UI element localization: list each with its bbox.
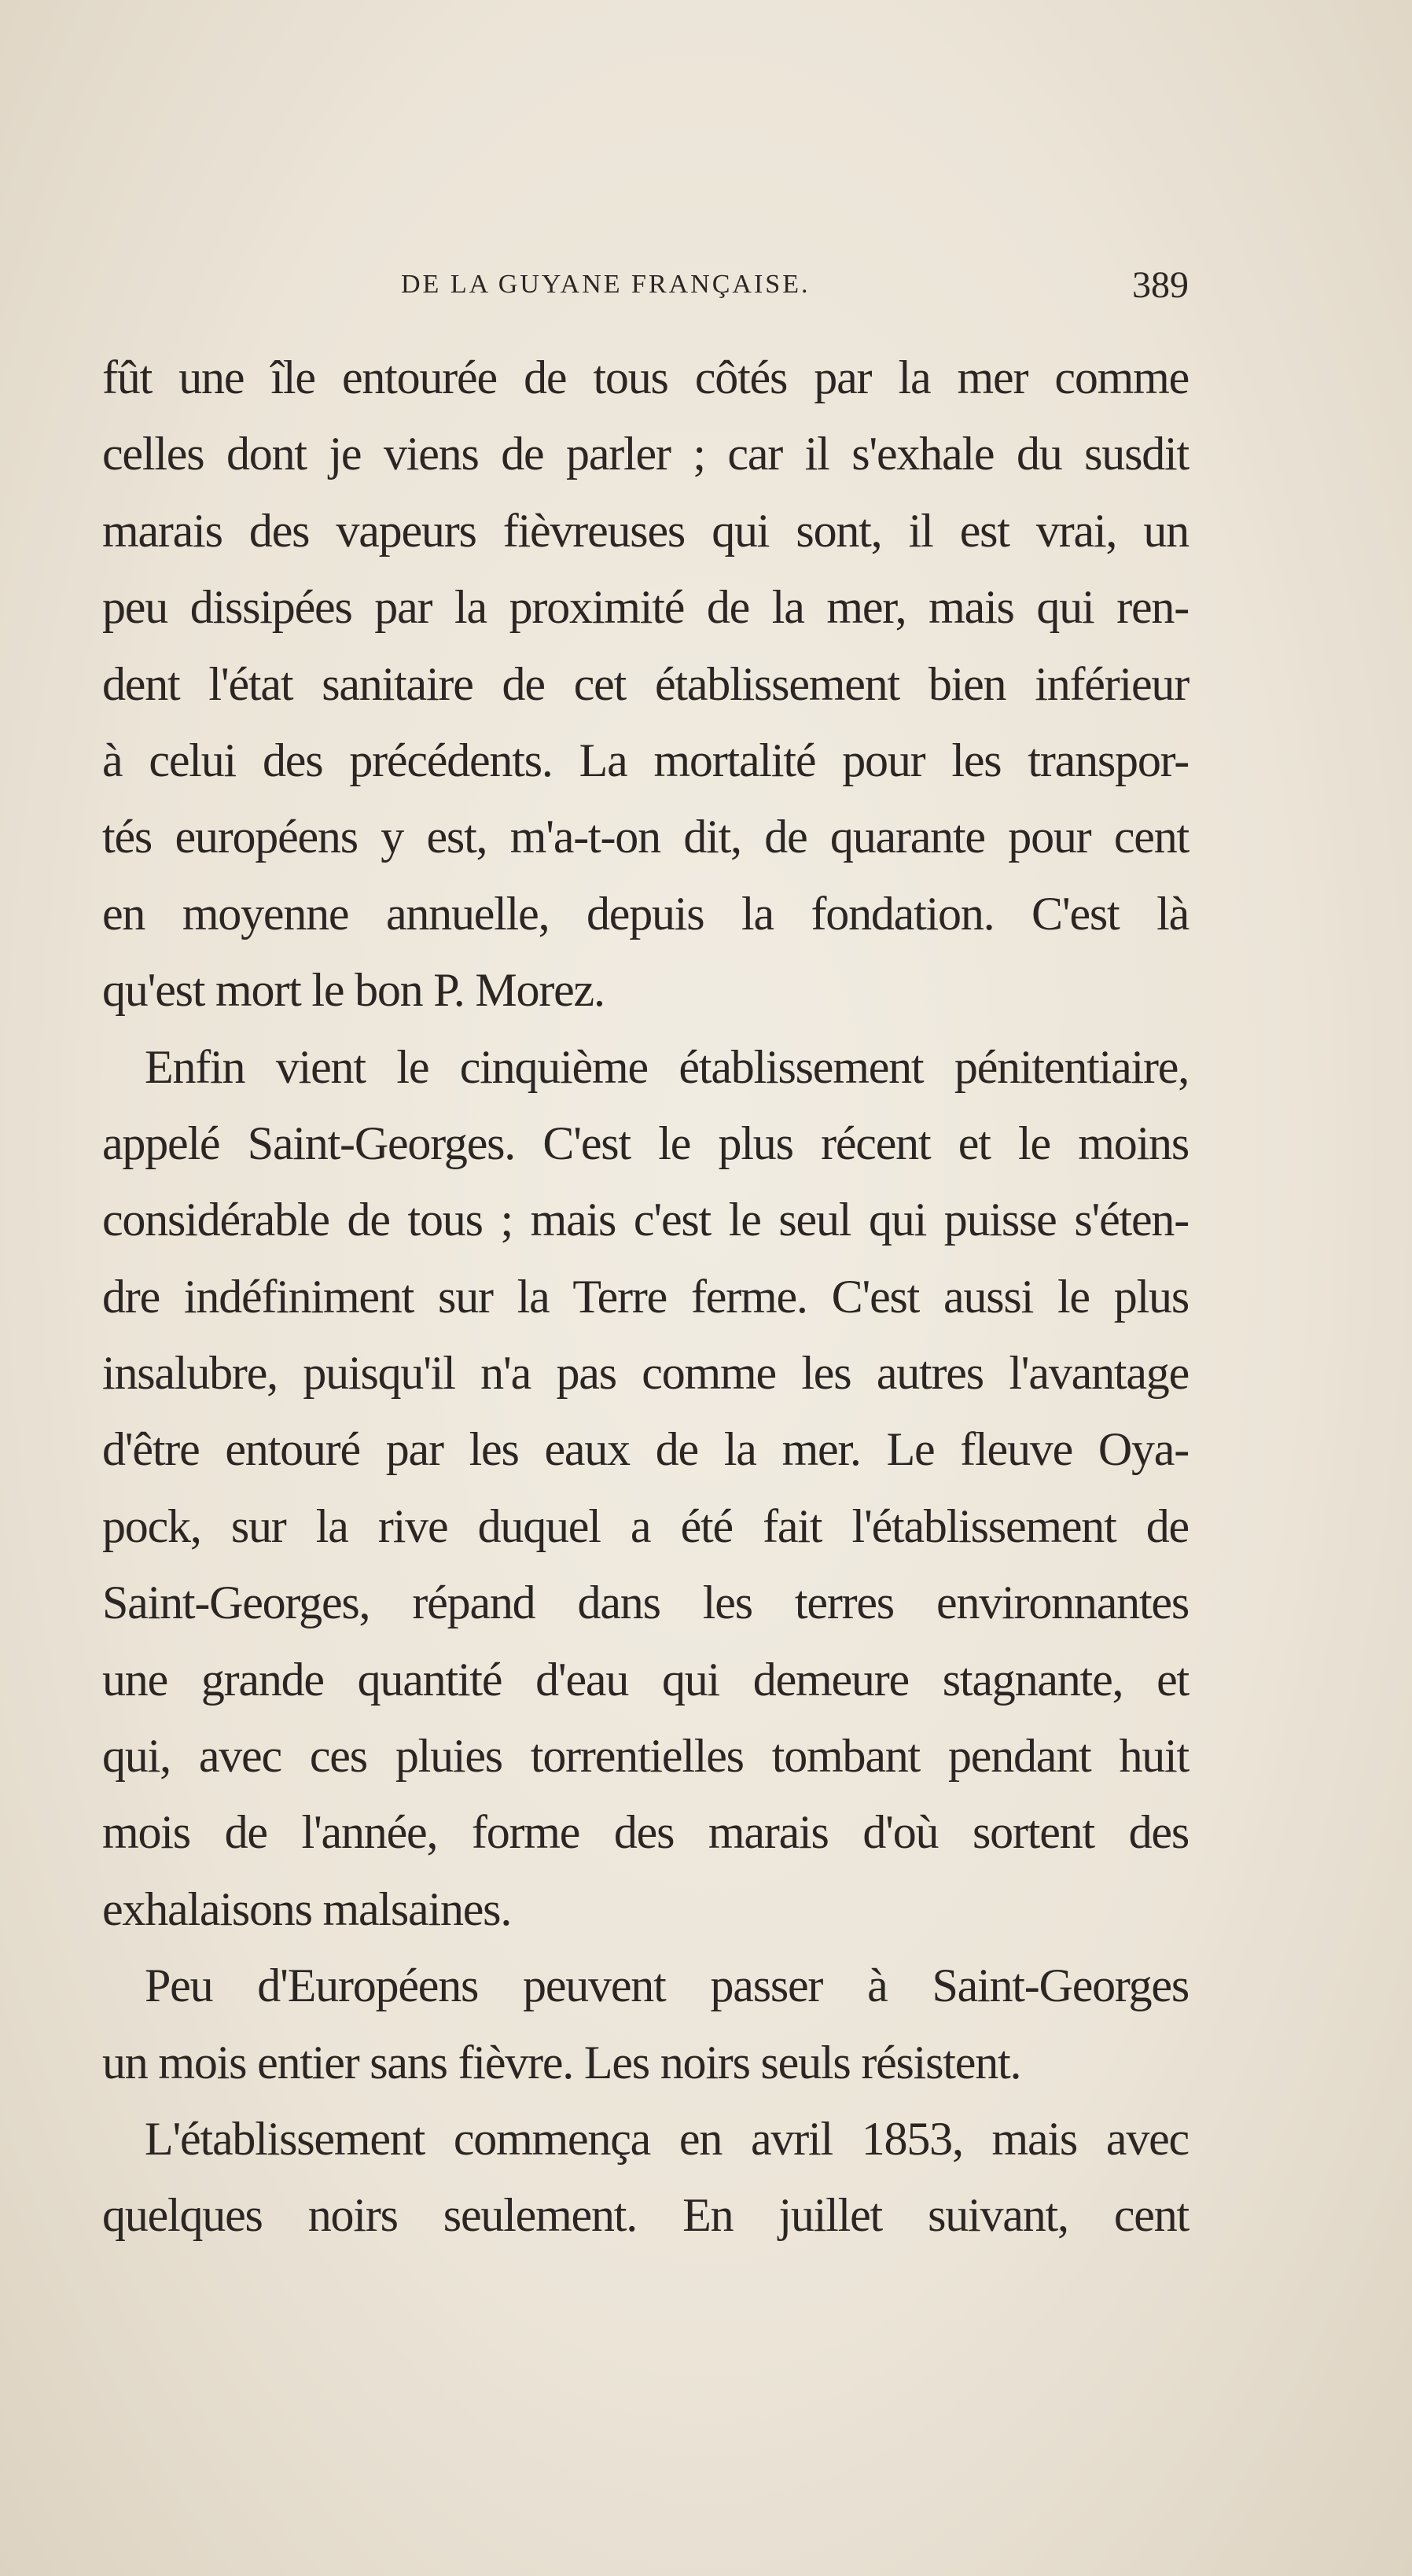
text-line: une grande quantité d'eau qui demeure stagnante, et (102, 1653, 1189, 1706)
text-line: quelques noirs seulement. En juillet suivant, cent (102, 2189, 1189, 2242)
text-line: qui, avec ces pluies torrentielles tombant pendant huit (102, 1730, 1189, 1783)
text-line: dent l'état sanitaire de cet établissement bien inférieur (102, 657, 1189, 710)
text-line: Saint-Georges, répand dans les terres environnantes (102, 1577, 1189, 1629)
text-line: L'établissement commença en avril 1853, mais avec (145, 2112, 1189, 2165)
running-head (102, 263, 1189, 318)
text-line: dre indéfiniment sur la Terre ferme. C'est aussi le plus (102, 1270, 1189, 1323)
text-line: en moyenne annuelle, depuis la fondation. C'est là (102, 887, 1189, 940)
text-line: marais des vapeurs fièvreuses qui sont, il est vrai, un (102, 504, 1189, 557)
text-line: insalubre, puisqu'il n'a pas comme les autres l'avantage (102, 1347, 1189, 1400)
text-line: qu'est mort le bon P. Morez. (102, 964, 605, 1017)
text-line: celles dont je viens de parler ; car il s'exhale du susdit (102, 428, 1189, 480)
text-line: un mois entier sans fièvre. Les noirs seuls résistent. (102, 2036, 1021, 2088)
text-line: d'être entouré par les eaux de la mer. Le fleuve Oya- (102, 1423, 1189, 1476)
text-line: appelé Saint-Georges. C'est le plus récent et le moins (102, 1117, 1189, 1169)
text-line: fût une île entourée de tous côtés par la mer comme (102, 351, 1189, 403)
text-line: à celui des précédents. La mortalité pour les transpor- (102, 734, 1189, 786)
text-line: Peu d'Européens peuvent passer à Saint-Georges (145, 1960, 1189, 2012)
text-line: mois de l'année, forme des marais d'où sortent des (102, 1806, 1189, 1859)
text-line: Enfin vient le cinquième établissement pénitentiaire, (145, 1040, 1189, 1093)
text-line: considérable de tous ; mais c'est le seul qui puisse s'éten- (102, 1194, 1189, 1246)
text-line: pock, sur la rive duquel a été fait l'établissement de (102, 1500, 1189, 1552)
text-line: exhalaisons malsaines. (102, 1882, 512, 1935)
text-line: tés européens y est, m'a-t-on dit, de quarante pour cent (102, 811, 1189, 863)
body-text (102, 340, 1189, 2254)
page-number: 389 (1132, 264, 1189, 306)
text-line: peu dissipées par la proximité de la mer, mais qui ren- (102, 581, 1189, 634)
running-head-title: DE LA GUYANE FRANÇAISE. (401, 270, 811, 299)
